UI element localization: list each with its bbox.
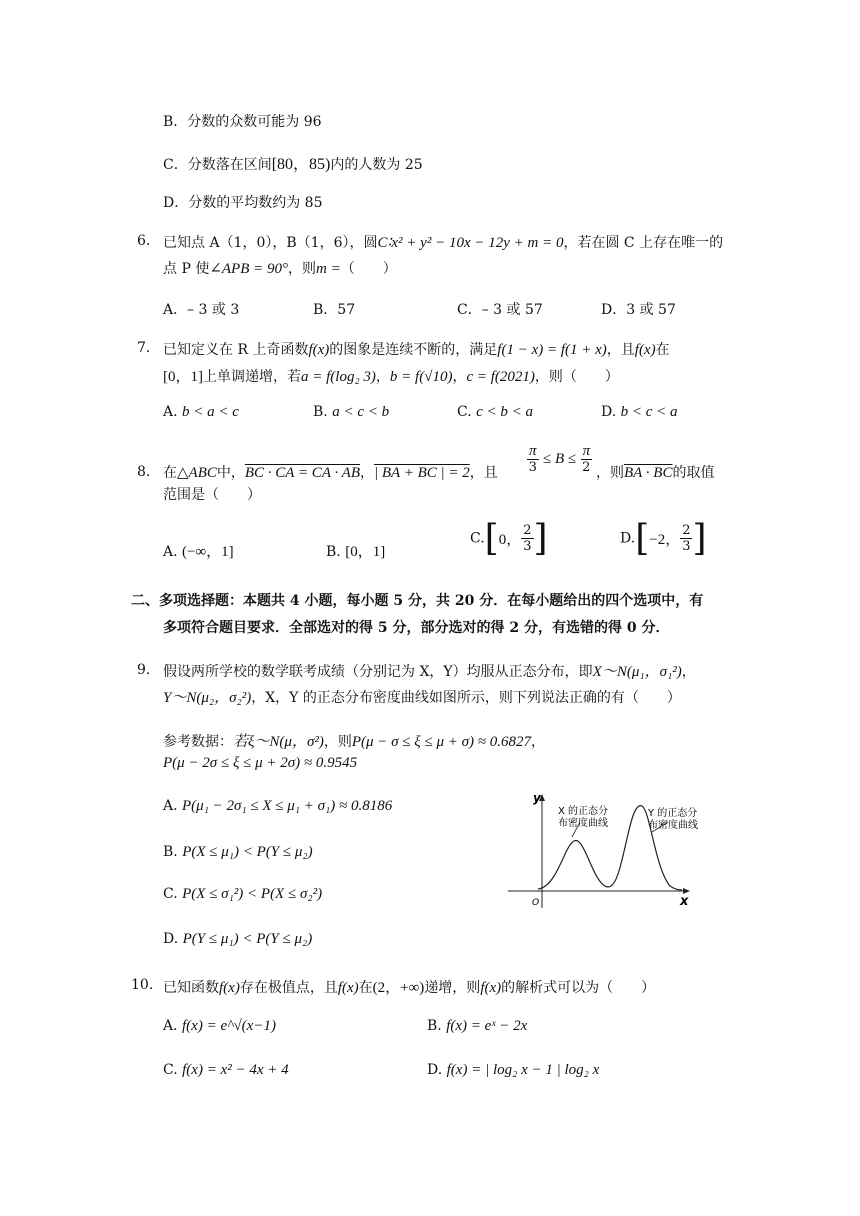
q6-line1-post: ，若在圆 C 上存在唯一的	[563, 235, 724, 251]
q8-option-c-lbracket: [	[484, 518, 499, 559]
q8-option-d-label: D.	[620, 530, 636, 547]
q9-option-d-value: P(Y ≤ μ₁) < P(Y ≤ μ₂)	[182, 931, 313, 947]
q7-option-b-label: B.	[313, 404, 328, 420]
q9-reference-formula1: 若ξ～N(μ，σ²)	[233, 734, 324, 750]
q6-circle-formula: C∶x² + y² − 10x − 12y + m = 0	[377, 235, 564, 251]
q9-option-b	[163, 844, 313, 861]
q10-number: 10.	[131, 977, 154, 993]
q7-line2-post: ，则（ ）	[534, 369, 619, 385]
q7-line1-mid: 的图象是连续不断的，满足	[329, 342, 498, 358]
q7-fx: f(x)	[308, 342, 330, 358]
q8-option-a-label: A.	[163, 544, 178, 560]
q6-line2-post: （ ）	[340, 261, 397, 277]
q10-option-a-label: A.	[163, 1018, 178, 1034]
q7-number: 7.	[137, 340, 151, 356]
q7-option-d-value: b < c < a	[620, 404, 678, 420]
q8-option-b-value: [0，1]	[345, 544, 386, 560]
q8-option-c-label: C.	[470, 530, 485, 547]
q7-option-a-value: b < a < c	[182, 404, 239, 420]
q8-line1	[163, 462, 498, 482]
q9-line2	[163, 686, 681, 707]
q7-line1	[163, 339, 670, 359]
q8-option-a	[163, 540, 234, 561]
q7-fx-2: f(x)	[634, 342, 656, 358]
q7-option-c-value: c < b < a	[476, 404, 534, 420]
q7-symmetry-formula: f(1 − x) = f(1 + x)	[497, 342, 607, 358]
q10-line1-post: 的解析式可以为（ ）	[501, 980, 656, 996]
q8-option-b-label: B.	[326, 544, 341, 560]
q9-x-dist: X～N(μ₁，σ₁²)	[592, 664, 682, 680]
q6-line1	[163, 232, 723, 252]
q9-option-a	[163, 798, 392, 815]
q7-a: a = f(log₂ 3)	[301, 369, 376, 385]
q8-post: 的取值	[672, 465, 715, 481]
q7-option-b	[313, 404, 389, 421]
q10-option-c	[163, 1062, 289, 1079]
q7-line2	[163, 365, 619, 386]
q9-option-c-value: P(X ≤ σ₁²) < P(X ≤ σ₂²)	[182, 886, 323, 902]
q9-option-b-label: B.	[163, 844, 178, 860]
q8-line2: 范围是（ ）	[163, 487, 261, 503]
q8-option-c-frac	[521, 523, 533, 554]
q7-option-a	[163, 404, 239, 421]
q7-line1-post: ，且	[606, 342, 635, 358]
q10-option-b-label: B.	[427, 1018, 442, 1034]
graph-y-curve-label-2: 布密度曲线	[648, 820, 698, 831]
q9-line1-text: 假设两所学校的数学联考成绩（分别记为 X，Y）均服从正态分布，即	[163, 664, 593, 680]
graph-x-curve-label-2: 布密度曲线	[558, 818, 608, 829]
q10-option-d	[427, 1062, 599, 1079]
q9-number: 9.	[137, 662, 151, 678]
q10-option-a	[163, 1018, 276, 1035]
q9-option-b-value: P(X ≤ μ₁) < P(Y ≤ μ₂)	[182, 844, 313, 860]
q6-option-d: D．3 或 57	[601, 302, 676, 318]
graph-y-label: y	[533, 791, 541, 805]
q9-option-c-label: C.	[163, 886, 178, 902]
q9-option-a-value: P(μ₁ − 2σ₁ ≤ X ≤ μ₁ + σ₁) ≈ 0.8186	[182, 798, 393, 814]
graph-x-curve-label-1: X 的正态分	[558, 806, 609, 817]
graph-x-label: x	[680, 894, 689, 909]
q8-qie: ，且	[469, 465, 498, 481]
q8-sep: ，	[360, 465, 375, 481]
graph-origin-label: O	[532, 898, 540, 908]
q6-line2-mid: ，则	[288, 261, 317, 277]
q7-option-c-label: C.	[457, 404, 472, 420]
q10-option-c-label: C.	[163, 1062, 178, 1078]
q10-line1-pre: 已知函数	[163, 980, 219, 996]
q9-option-c	[163, 886, 322, 903]
q8-frac-pi-3-den: 3	[528, 460, 537, 475]
q8-triangle: △ABC	[177, 465, 217, 481]
q8-option-a-value: (−∞，1]	[182, 544, 234, 560]
q10-option-b-value: f(x) = eˣ − 2x	[446, 1018, 528, 1034]
q8-frac-pi-3-num: π	[529, 443, 537, 459]
q8-option-d-frac-num: 2	[682, 523, 691, 538]
q8-option-d	[620, 518, 707, 559]
q7-c: c = f(2021)	[466, 369, 535, 385]
q9-y-dist: Y～N(μ₂，σ₂²)	[163, 690, 252, 706]
q9-reference-line1	[163, 730, 545, 751]
q9-reference-formula3: P(μ − 2σ ≤ ξ ≤ μ + 2σ) ≈ 0.9545	[163, 755, 358, 771]
q9-line2-text: ，X，Y 的正态分布密度曲线如图所示，则下列说法正确的有（ ）	[251, 690, 681, 706]
q7-option-b-value: a < c < b	[332, 404, 390, 420]
q8-b-range	[527, 444, 592, 475]
q10-line1-mid2: 在	[358, 980, 373, 996]
q9-reference-line2	[163, 755, 357, 772]
q9-line1-post: ，	[681, 664, 696, 680]
q6-line2-text: 点 P 使	[163, 261, 210, 277]
q6-number: 6.	[137, 233, 151, 249]
q7-sep-2: ，	[452, 369, 467, 385]
q7-interval: [0，1]	[163, 369, 203, 385]
q9-density-graph	[500, 788, 700, 914]
q8-line1-end	[596, 462, 714, 482]
q9-reference-mid: ，则	[323, 734, 352, 750]
q6-angle-formula: ∠APB = 90°	[209, 261, 289, 277]
q8-dot-condition: BC · CA = CA · AB	[244, 465, 361, 481]
q7-sep-1: ，	[375, 369, 390, 385]
q10-line1	[163, 976, 655, 997]
q8-option-d-rbracket: ]	[692, 518, 707, 559]
q5-option-c-pre: C．分数落在区间	[163, 157, 272, 173]
q8-frac-pi-2-den: 2	[582, 460, 591, 475]
q7-option-a-label: A.	[163, 404, 178, 420]
q10-line1-mid3: 递增，则	[424, 980, 481, 996]
q8-option-b	[326, 540, 385, 561]
q9-reference-label: 参考数据：	[163, 734, 233, 750]
q10-fx-1: f(x)	[219, 980, 240, 996]
q10-line1-mid1: 存在极值点，且	[239, 980, 338, 996]
q8-number: 8.	[137, 464, 151, 480]
q10-option-d-label: D.	[427, 1062, 443, 1078]
q8-ze: ，则	[596, 465, 624, 481]
graph-y-curve-label-1: Y 的正态分	[648, 808, 698, 819]
q8-option-c-rbracket: ]	[533, 518, 548, 559]
q9-reference-post: ，	[530, 734, 545, 750]
section2-heading-line2: 多项符合题目要求．全部选对的得 5 分，部分选对的得 2 分，有选错的得 0 分．	[163, 620, 670, 636]
q8-option-c-pre: 0，	[498, 532, 522, 548]
q7-option-d	[601, 404, 678, 421]
q6-option-c: C．– 3 或 57	[457, 302, 543, 318]
q8-option-d-pre: −2，	[649, 532, 681, 548]
q6-line1-text: 已知点 A（1，0），B（1，6），圆	[163, 235, 378, 251]
q9-reference-formula2: P(μ − σ ≤ ξ ≤ μ + σ) ≈ 0.6827	[351, 734, 531, 750]
q6-m-formula: m =	[316, 261, 341, 277]
q9-line1	[163, 660, 696, 681]
q7-line2-text: 上单调递增，若	[203, 369, 301, 385]
q8-frac-pi-2-num: π	[582, 443, 591, 459]
q7-b: b = f(√10)	[389, 369, 453, 385]
q8-zhong: 中，	[216, 465, 245, 481]
q7-option-d-label: D.	[601, 404, 617, 420]
q8-option-d-frac-den: 3	[682, 539, 691, 554]
q7-option-c	[457, 404, 533, 421]
q5-option-c-interval: [80，85)	[271, 156, 331, 173]
q7-line1-text: 已知定义在 R 上奇函数	[163, 342, 309, 358]
q5-option-b: B．分数的众数可能为 96	[163, 114, 322, 130]
q8-frac-pi-3	[527, 444, 539, 475]
q8-range-mid: ≤ B ≤	[542, 451, 577, 467]
q10-option-b	[427, 1018, 527, 1035]
q5-option-d: D．分数的平均数约为 85	[163, 195, 323, 211]
section2-heading-line1: 二、多项选择题：本题共 4 小题，每小题 5 分，共 20 分．在每小题给出的四个选项中，有	[131, 593, 704, 609]
q10-fx-3: f(x)	[480, 980, 502, 996]
q10-interval: (2，+∞)	[372, 980, 425, 996]
q9-option-d	[163, 931, 312, 948]
q8-option-c-frac-den: 3	[523, 539, 532, 554]
q5-option-c-post: 内的人数为 25	[330, 157, 423, 173]
q8-frac-pi-2	[581, 444, 593, 475]
q6-line2	[163, 258, 397, 278]
q9-option-a-label: A.	[163, 798, 178, 814]
q8-line1-pre: 在	[163, 465, 177, 481]
q6-option-a: A．– 3 或 3	[163, 302, 240, 318]
q7-line1-end: 在	[655, 342, 670, 358]
q9-option-d-label: D.	[163, 931, 179, 947]
q10-fx-2: f(x)	[337, 980, 359, 996]
q8-option-c	[470, 518, 548, 559]
q10-option-c-value: f(x) = x² − 4x + 4	[182, 1062, 289, 1078]
q8-option-d-lbracket: [	[635, 518, 650, 559]
q8-option-d-frac	[680, 523, 692, 554]
q10-option-d-value: f(x) = | log₂ x − 1 | log₂ x	[446, 1062, 600, 1078]
q8-target-dot: BA · BC	[624, 465, 673, 481]
q10-option-a-value: f(x) = e^√(x−1)	[182, 1018, 276, 1034]
q8-abs-condition: | BA + BC | = 2	[374, 465, 470, 481]
q6-option-b: B．57	[313, 302, 356, 318]
q8-option-c-frac-num: 2	[523, 523, 532, 538]
q5-option-c	[163, 151, 423, 174]
